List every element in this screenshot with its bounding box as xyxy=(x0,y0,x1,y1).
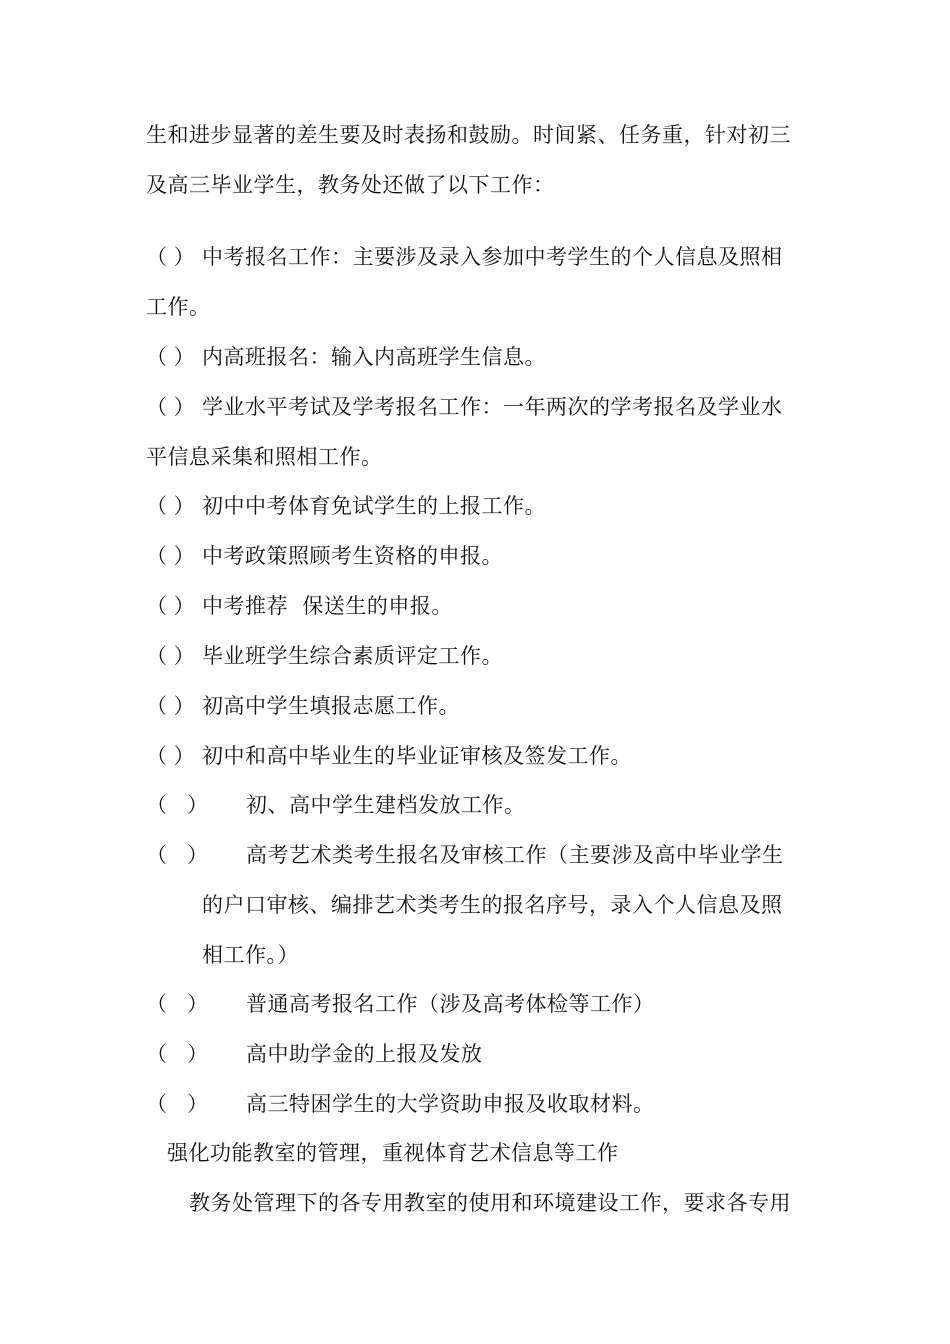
intro-line-2: 及高三毕业学生，教务处还做了以下工作： xyxy=(146,173,555,197)
item-1-continuation: 工作。 xyxy=(146,295,211,319)
item-7-text: 毕业班学生综合素质评定工作。 xyxy=(202,644,503,668)
item-number-3: （ ） xyxy=(146,395,195,419)
item-number-14: （ ） xyxy=(146,1092,209,1116)
item-number-2: （ ） xyxy=(146,345,195,369)
section-heading: 强化功能教室的管理，重视体育艺术信息等工作 xyxy=(167,1141,619,1165)
item-13-text: 高中助学金的上报及发放 xyxy=(246,1042,483,1066)
item-3-text: 学业水平考试及学考报名工作：一年两次的学考报名及学业水 xyxy=(202,395,783,419)
item-12-text: 普通高考报名工作（涉及高考体检等工作） xyxy=(246,992,655,1016)
item-number-10: （ ） xyxy=(146,793,209,817)
item-number-1: （ ） xyxy=(146,245,195,269)
item-number-6: （ ） xyxy=(146,594,195,618)
item-number-11: （ ） xyxy=(146,843,209,867)
item-number-8: （ ） xyxy=(146,694,195,718)
item-11-continuation-2: 相工作。） xyxy=(202,943,299,967)
item-14-text: 高三特困学生的大学资助申报及收取材料。 xyxy=(246,1092,655,1116)
item-9-text: 初中和高中毕业生的毕业证审核及签发工作。 xyxy=(202,744,632,768)
item-8-text: 初高中学生填报志愿工作。 xyxy=(202,694,460,718)
item-11-text: 高考艺术类考生报名及审核工作（主要涉及高中毕业学生 xyxy=(246,843,784,867)
item-number-4: （ ） xyxy=(146,494,195,518)
item-10-text: 初、高中学生建档发放工作。 xyxy=(246,793,526,817)
item-11-continuation: 的户口审核、编排艺术类考生的报名序号，录入个人信息及照 xyxy=(202,893,783,917)
item-6-text: 中考推荐 保送生的申报。 xyxy=(202,594,453,618)
item-number-9: （ ） xyxy=(146,744,195,768)
section-paragraph-line-1: 教务处管理下的各专用教室的使用和环境建设工作，要求各专用 xyxy=(189,1191,791,1215)
item-3-continuation: 平信息采集和照相工作。 xyxy=(146,445,383,469)
item-number-13: （ ） xyxy=(146,1042,209,1066)
intro-line-1: 生和进步显著的差生要及时表扬和鼓励。时间紧、任务重，针对初三 xyxy=(146,123,791,147)
item-number-5: （ ） xyxy=(146,544,195,568)
item-number-7: （ ） xyxy=(146,644,195,668)
item-1-text: 中考报名工作：主要涉及录入参加中考学生的个人信息及照相 xyxy=(202,245,783,269)
item-2-text: 内高班报名：输入内高班学生信息。 xyxy=(202,345,546,369)
item-number-12: （ ） xyxy=(146,992,209,1016)
item-4-text: 初中中考体育免试学生的上报工作。 xyxy=(202,494,546,518)
item-5-text: 中考政策照顾考生资格的申报。 xyxy=(202,544,503,568)
